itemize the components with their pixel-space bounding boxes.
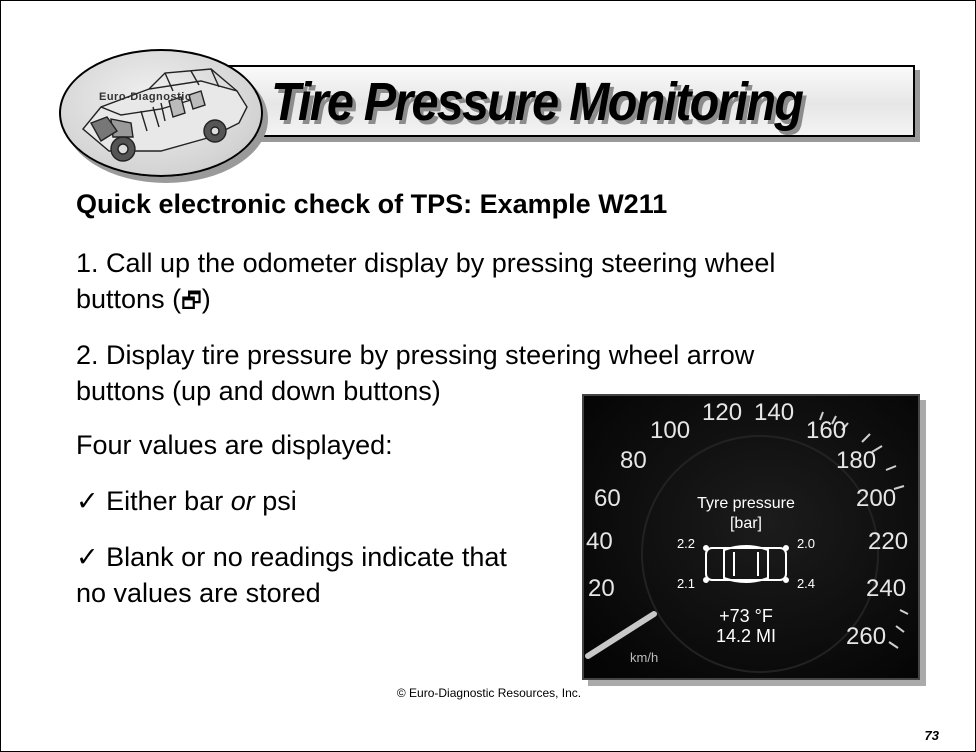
copyright-footer: © Euro-Diagnostic Resources, Inc. [396, 686, 582, 700]
speedometer [584, 396, 918, 678]
speed-label: 80 [620, 447, 647, 474]
temperature-readout: +73 °F [719, 606, 773, 626]
bullet-2-line-1: Blank or no readings indicate that [106, 542, 507, 572]
speed-label: 140 [754, 399, 795, 426]
speed-label: 240 [866, 575, 907, 602]
check-icon: ✓ [76, 486, 99, 516]
car-cutaway-icon [61, 51, 261, 175]
bullet-1-post: psi [254, 486, 297, 516]
front-left-pressure: 2.2 [676, 536, 696, 551]
speed-label: 160 [806, 417, 847, 444]
step-1 [76, 245, 775, 319]
rear-left-pressure: 2.1 [676, 576, 696, 591]
front-right-pressure: 2.0 [796, 536, 816, 551]
speed-label: 260 [846, 623, 887, 650]
step-2-line-1: 2. Display tire pressure by pressing steering wheel arrow [76, 340, 755, 370]
bullet-1 [76, 483, 297, 519]
speed-label: 200 [856, 485, 897, 512]
speed-label: 120 [702, 399, 743, 426]
check-icon: ✓ [76, 542, 99, 572]
step-1-line-1: 1. Call up the odometer display by pressing steering wheel [76, 248, 776, 278]
unit-label: km/h [630, 650, 659, 665]
bullet-2 [76, 539, 507, 611]
display-title: Tyre pressure [697, 495, 795, 512]
step-1-line-2 [76, 281, 775, 319]
speed-label: 60 [594, 485, 621, 512]
step-2-line-2: buttons (up and down buttons) [76, 376, 441, 406]
bullet-2-line-2: no values are stored [76, 578, 321, 608]
section-heading: Quick electronic check of TPS: Example W211 [76, 189, 668, 219]
odometer-readout: 14.2 MI [715, 626, 777, 646]
four-values-text: Four values are displayed: [76, 430, 393, 460]
step-1-close: ) [201, 284, 211, 314]
page-number: 73 [924, 728, 939, 743]
rear-right-pressure: 2.4 [796, 576, 816, 591]
bullet-1-pre: Either bar [106, 486, 231, 516]
step-1-text: buttons ( [76, 284, 182, 314]
speed-label: 220 [868, 528, 909, 555]
speed-label: 20 [588, 575, 615, 602]
page-title: Tire Pressure Monitoring [271, 72, 803, 132]
display-unit: [bar] [729, 515, 763, 532]
speed-label: 100 [650, 417, 691, 444]
speed-label: 40 [586, 528, 613, 555]
logo [59, 49, 263, 177]
speed-label: 180 [836, 447, 877, 474]
steering-button-icon: 🗗 [181, 287, 202, 313]
logo-text: Euro-Diagnostic [99, 91, 192, 103]
instrument-cluster-photo [582, 394, 920, 680]
bullet-1-em: or [230, 486, 255, 516]
